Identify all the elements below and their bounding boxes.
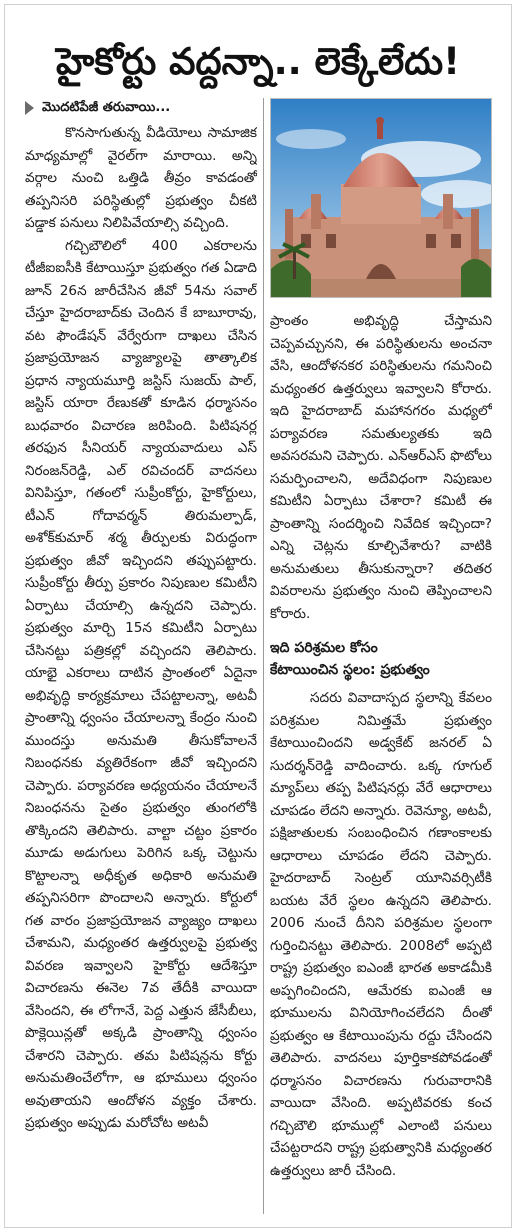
continuation-kicker bbox=[25, 96, 257, 120]
left-paragraph: కొనసాగుతున్న వీడియోలు సామాజిక మాధ్యమాల్లో వైరల్‌గా మారాయి. అన్ని వర్గాల నుంచి ఒత్తిడి తీవ్రం కావడంతో తప్పనిసరి పరిస్థితుల్లో ప్రభుత్వం చీకటి పడ్డాక పనులు నిలిపివేయాల్సి వచ్చింది. bbox=[25, 125, 257, 231]
subheading-line-1: ఇది పరిశ్రమల కోసం bbox=[270, 640, 378, 656]
kicker-text: మొదటిపేజీ తరువాయి... bbox=[42, 100, 171, 115]
right-paragraph: సదరు వివాదాస్పద స్థలాన్ని కేవలం పరిశ్రమల నిమిత్తమే ప్రభుత్వం కేటాయించిందని అడ్వకేట్ జనరల్ ఏ సుదర్శన్‌రెడ్డి వాదించారు. ఒక్క గూగుల్ మ్యాప్‌లు తప్ప పిటిషనర్లు వేరే ఆధారాలు చూపడం లేదని అన్నారు. రెవెన్యూ, అటవీ, పక్షిజాతులకు సంబంధించిన గణాంకాలకు ఆధారాలు చూపడం లేదని చెప్పారు. హైదరాబాద్ సెంట్రల్ యూనివర్సిటీకి బయట వేరే స్థలం ఉన్నదని తెలిపారు. 2006 నుంచే దీనిని పరిశ్రమల స్థలంగా గుర్తించినట్టు తెలిపారు. 2008లో అప్పటి రాష్ట్ర ప్రభుత్వం ఐఎంజీ భారత అకాడమీకి అప్పగించిందని, ఆమేరకు ఐఎంజీ ఆ భూములను వినియోగించలేదని దీంతో ప్రభుత్వం ఆ కేటాయింపును రద్దు చేసిందని తెలిపారు. వాదనలు పూర్తికాకపోవడంతో ధర్మాసనం విచారణను గురువారానికి వాయిదా వేసింది. అప్పటివరకు కంచ గచ్చిబౌలి భూముల్లో ఎలాంటి పనులు చేపట్టరాదని రాష్ట్ర ప్రభుత్వానికి మధ్యంతర ఉత్తర్వులు జారీ చేసింది. bbox=[270, 690, 492, 1179]
column-divider bbox=[263, 98, 264, 1214]
arrow-right-icon bbox=[25, 101, 34, 115]
high-court-photo bbox=[270, 98, 492, 298]
right-column bbox=[270, 310, 492, 1215]
left-paragraph: గచ్చిబౌలిలో 400 ఎకరాలను టీజీఐఐసీకి కేటాయిస్తూ ప్రభుత్వం గత ఏడాది జూన్ 26న జారీచేసిన జీవో 54ను సవాల్ చేస్తూ హైదరాబాద్‌కు చెందిన కే బాబూరావు, వట ఫౌండేషన్ వేర్వేరుగా దాఖలు చేసిన ప్రజాప్రయోజన వ్యాజ్యాలపై తాత్కాలిక ప్రధాన న్యాయమూర్తి జస్టిస్ సుజయ్ పాల్, జస్టిస్ యారా రేణుకతో కూడిన ధర్మాసనం బుధవారం విచారణ జరిపింది. పిటిషనర్ల తరఫున సీనియర్ న్యాయవాదులు ఎస్ నిరంజన్‌రెడ్డి, ఎల్ రవిచందర్ వాదనలు వినిపిస్తూ, గతంలో సుప్రీంకోర్టు, హైకోర్టులు, టీఎన్ గోదావర్మన్ తిరుమల్పాడ్, అశోక్‌కుమార్ శర్మ తీర్పులకు విరుద్ధంగా ప్రభుత్వం జీవో ఇచ్చిందని తప్పుపట్టారు. సుప్రీంకోర్టు తీర్పు ప్రకారం నిపుణుల కమిటీని ఏర్పాటు చేయాల్సి ఉన్నదని చెప్పారు. ప్రభుత్వం మార్చి 15న కమిటీని ఏర్పాటు చేసినట్టు పత్రికల్లో వచ్చిందని తెలిపారు. యాభై ఎకరాలు దాటిన ప్రాంతంలో ఏదైనా అభివృద్ధి కార్యక్రమాలు చేపట్టాలన్నా, అటవీ ప్రాంతాన్ని ధ్వంసం చేయాలన్నా కేంద్రం నుంచి ముందస్తు అనుమతి తీసుకోవాలనే నిబంధనకు వ్యతిరేకంగా జీవో ఇచ్చిందని చెప్పారు. పర్యావరణ అధ్యయనం చేయాలనే నిబంధనను సైతం ప్రభుత్వం తుంగలోకి తొక్కిందని తెలిపారు. వాల్టా చట్టం ప్రకారం మూడు అడుగులు పెరిగిన ఒక్క చెట్టును కొట్టాలన్నా అధీకృత అధికారి అనుమతి తప్పనిసరిగా పొందాలని అన్నారు. కోర్టులో గత వారం ప్రజాప్రయోజన వ్యాజ్యం దాఖలు చేశామని, మధ్యంతర ఉత్తర్వులపై ప్రభుత్వ వివరణ ఇవ్వాలని హైకోర్టు ఆదేశిస్తూ విచారణను ఈనెల 7వ తేదీకి వాయిదా వేసిందని, ఈ లోగానే, పెద్ద ఎత్తున జేసీబీలు, పొక్లెయిన్లతో అక్కడి ప్రాంతాన్ని ధ్వంసం చేశారని చెప్పారు. తమ పిటిషన్లను కోర్టు అనుమతించేలోగా, ఆ భూములు ధ్వంసం అవుతాయని ఆందోళన వ్యక్తం చేశారు. ప్రభుత్వం అప్పుడు మరోచోట అటవీ bbox=[25, 237, 257, 1131]
headline: హైకోర్టు వద్దన్నా.. లెక్కేలేదు! bbox=[55, 40, 461, 83]
subheading bbox=[270, 637, 492, 681]
high-court-illustration bbox=[271, 99, 492, 298]
subheading-line-2: కేటాయించిన స్థలం: ప్రభుత్వం bbox=[270, 662, 430, 678]
left-column bbox=[25, 96, 257, 1216]
right-paragraph: ప్రాంతం అభివృద్ధి చేస్తామని చెప్పవచ్చునని, ఈ పరిస్థితులను అంచనా వేసి, ఆందోళనకర పరిస్థితులను గమనించి మధ్యంతర ఉత్తర్వులు ఇవ్వాలని కోరారు. ఇది హైదరాబాద్ మహానగరం మధ్యలో పర్యావరణ సమతుల్యతకు ఇది అవసరమని చెప్పారు. ఎన్ఆర్ఎస్ ఫొటోలు సమర్పించాలని, అదేవిధంగా నిపుణుల కమిటీని ఏర్పాటు చేశారా? కమిటీ ఈ ప్రాంతాన్ని సందర్శించి నివేదిక ఇచ్చిందా? ఎన్ని చెట్లను కూల్చివేశారు? వాటికి అనుమతులు తీసుకున్నారా? తదితర వివరాలను ప్రభుత్వం నుంచి తెప్పించాలని కోరారు. bbox=[270, 313, 492, 622]
